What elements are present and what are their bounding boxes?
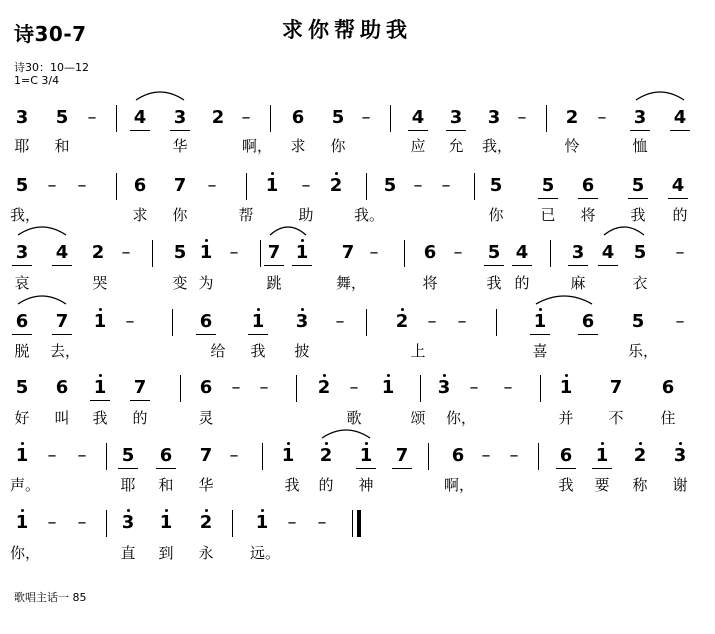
lyric-syllable: 怜	[564, 137, 580, 155]
lyric-syllable: 你，	[10, 544, 41, 562]
lyric-syllable: 不	[608, 409, 624, 427]
lyric-syllable: 神	[358, 476, 374, 494]
slur-arc	[536, 296, 592, 304]
lyric-syllable: 华	[172, 137, 188, 155]
note: 1	[533, 311, 547, 332]
note: 2	[633, 445, 647, 466]
note: 3	[487, 107, 501, 128]
lyric-syllable: 我	[558, 476, 574, 494]
sustain-dash: –	[125, 311, 135, 332]
scripture-reference: 诗30：10—12	[14, 61, 89, 74]
note: 7	[173, 175, 187, 196]
note: 1	[295, 242, 309, 263]
note: 6	[581, 175, 595, 196]
note: 6	[199, 311, 213, 332]
lyric-syllable: 恤	[632, 137, 648, 155]
note: 2	[565, 107, 579, 128]
lyric-syllable: 我	[630, 206, 646, 224]
key-time-signature: 1=C 3/4	[14, 74, 60, 87]
sustain-dash: –	[349, 377, 359, 398]
sustain-dash: –	[457, 311, 467, 332]
note: 1	[93, 377, 107, 398]
sustain-dash: –	[427, 311, 437, 332]
note: 6	[661, 377, 675, 398]
sustain-dash: –	[287, 512, 297, 533]
lyric-syllable: 我	[250, 342, 266, 360]
note: 5	[383, 175, 397, 196]
lyric-syllable: 华	[198, 476, 214, 494]
note: 2	[329, 175, 343, 196]
lyric-syllable: 求	[290, 137, 306, 155]
note: 6	[133, 175, 147, 196]
slur-arc	[604, 227, 644, 235]
sustain-dash: –	[413, 175, 423, 196]
lyric-syllable: 和	[158, 476, 174, 494]
lyric-syllable: 上	[410, 342, 426, 360]
sustain-dash: –	[335, 311, 345, 332]
note: 5	[633, 242, 647, 263]
note: 7	[55, 311, 69, 332]
sustain-dash: –	[369, 242, 379, 263]
lyric-syllable: 允	[448, 137, 464, 155]
note: 5	[15, 377, 29, 398]
lyric-syllable: 脱	[14, 342, 30, 360]
lyric-syllable: 哀	[14, 274, 30, 292]
footer-source: 歌唱主话一 85	[14, 591, 87, 604]
sustain-dash: –	[675, 242, 685, 263]
sustain-dash: –	[675, 311, 685, 332]
note: 4	[133, 107, 147, 128]
sustain-dash: –	[301, 175, 311, 196]
note: 2	[395, 311, 409, 332]
note: 7	[395, 445, 409, 466]
note: 3	[633, 107, 647, 128]
sustain-dash: –	[231, 377, 241, 398]
slur-arc	[270, 227, 306, 235]
note: 5	[631, 311, 645, 332]
sustain-dash: –	[121, 242, 131, 263]
lyric-syllable: 的	[672, 206, 688, 224]
lyric-syllable: 我	[284, 476, 300, 494]
lyric-syllable: 歌	[346, 409, 362, 427]
lyric-syllable: 舞，	[336, 274, 367, 292]
note: 6	[15, 311, 29, 332]
sustain-dash: –	[469, 377, 479, 398]
note: 2	[91, 242, 105, 263]
lyric-syllable: 好	[14, 409, 30, 427]
note: 3	[449, 107, 463, 128]
note: 1	[359, 445, 373, 466]
note: 7	[133, 377, 147, 398]
sustain-dash: –	[317, 512, 327, 533]
sustain-dash: –	[87, 107, 97, 128]
slur-arc	[18, 296, 66, 304]
lyric-syllable: 你，	[446, 409, 477, 427]
note: 6	[291, 107, 305, 128]
lyric-syllable: 跳	[266, 274, 282, 292]
note: 6	[199, 377, 213, 398]
lyric-syllable: 我。	[354, 206, 385, 224]
sustain-dash: –	[517, 107, 527, 128]
sustain-dash: –	[77, 175, 87, 196]
note: 1	[199, 242, 213, 263]
song-title: 求你帮助我	[282, 18, 412, 42]
note: 3	[437, 377, 451, 398]
note: 6	[423, 242, 437, 263]
lyric-syllable: 耶	[14, 137, 30, 155]
note: 5	[489, 175, 503, 196]
note: 4	[601, 242, 615, 263]
note: 4	[515, 242, 529, 263]
lyric-syllable: 啊，	[242, 137, 273, 155]
lyric-syllable: 声。	[10, 476, 41, 494]
sustain-dash: –	[207, 175, 217, 196]
note: 3	[673, 445, 687, 466]
note: 2	[319, 445, 333, 466]
note: 3	[295, 311, 309, 332]
note: 5	[15, 175, 29, 196]
note: 5	[121, 445, 135, 466]
note: 1	[251, 311, 265, 332]
note: 4	[411, 107, 425, 128]
sustain-dash: –	[229, 242, 239, 263]
lyric-syllable: 求	[132, 206, 148, 224]
note: 3	[121, 512, 135, 533]
lyric-syllable: 灵	[198, 409, 214, 427]
lyric-syllable: 披	[294, 342, 310, 360]
lyric-syllable: 住	[660, 409, 676, 427]
note: 5	[173, 242, 187, 263]
sustain-dash: –	[509, 445, 519, 466]
lyric-syllable: 你	[488, 206, 504, 224]
note: 7	[341, 242, 355, 263]
sustain-dash: –	[47, 175, 57, 196]
note: 1	[281, 445, 295, 466]
lyric-syllable: 将	[580, 206, 596, 224]
lyric-syllable: 喜	[532, 342, 548, 360]
lyric-syllable: 你	[330, 137, 346, 155]
note: 2	[317, 377, 331, 398]
note: 7	[199, 445, 213, 466]
note: 3	[571, 242, 585, 263]
sustain-dash: –	[77, 512, 87, 533]
note: 3	[15, 242, 29, 263]
lyric-syllable: 到	[158, 544, 174, 562]
lyric-syllable: 你	[172, 206, 188, 224]
note: 3	[15, 107, 29, 128]
note: 7	[267, 242, 281, 263]
note: 1	[381, 377, 395, 398]
lyric-syllable: 帮	[238, 206, 254, 224]
note: 4	[671, 175, 685, 196]
lyric-syllable: 麻	[570, 274, 586, 292]
lyric-syllable: 为	[198, 274, 214, 292]
sustain-dash: –	[597, 107, 607, 128]
song-code: 诗30-7	[14, 22, 87, 46]
sustain-dash: –	[361, 107, 371, 128]
note: 5	[331, 107, 345, 128]
lyric-syllable: 我，	[10, 206, 41, 224]
note: 6	[559, 445, 573, 466]
lyric-syllable: 哭	[92, 274, 108, 292]
note: 1	[559, 377, 573, 398]
sustain-dash: –	[259, 377, 269, 398]
lyric-syllable: 并	[558, 409, 574, 427]
slur-arc	[322, 430, 370, 438]
lyric-syllable: 耶	[120, 476, 136, 494]
lyric-syllable: 衣	[632, 274, 648, 292]
note: 1	[265, 175, 279, 196]
lyric-syllable: 给	[210, 342, 226, 360]
lyric-syllable: 我，	[482, 137, 513, 155]
sustain-dash: –	[241, 107, 251, 128]
lyric-syllable: 要	[594, 476, 610, 494]
sustain-dash: –	[481, 445, 491, 466]
lyric-syllable: 已	[540, 206, 556, 224]
lyric-syllable: 永	[198, 544, 214, 562]
slur-arc	[18, 227, 66, 235]
lyric-syllable: 变	[172, 274, 188, 292]
note: 6	[159, 445, 173, 466]
lyric-syllable: 乐，	[628, 342, 659, 360]
note: 1	[159, 512, 173, 533]
lyric-syllable: 的	[132, 409, 148, 427]
note: 5	[631, 175, 645, 196]
lyric-syllable: 远。	[250, 544, 281, 562]
sustain-dash: –	[229, 445, 239, 466]
lyric-syllable: 直	[120, 544, 136, 562]
sustain-dash: –	[47, 512, 57, 533]
lyric-syllable: 的	[318, 476, 334, 494]
lyric-syllable: 颂	[410, 409, 426, 427]
lyric-syllable: 应	[410, 137, 426, 155]
lyric-syllable: 助	[298, 206, 314, 224]
note: 2	[211, 107, 225, 128]
note: 4	[673, 107, 687, 128]
note: 3	[173, 107, 187, 128]
lyric-syllable: 啊，	[444, 476, 475, 494]
note: 5	[541, 175, 555, 196]
sustain-dash: –	[503, 377, 513, 398]
note: 6	[55, 377, 69, 398]
slur-arc	[136, 92, 184, 100]
note: 6	[451, 445, 465, 466]
lyric-syllable: 将	[422, 274, 438, 292]
note: 5	[487, 242, 501, 263]
note: 1	[15, 445, 29, 466]
lyric-syllable: 我	[92, 409, 108, 427]
lyric-syllable: 谢	[672, 476, 688, 494]
lyric-syllable: 称	[632, 476, 648, 494]
note: 6	[581, 311, 595, 332]
note: 7	[609, 377, 623, 398]
sustain-dash: –	[441, 175, 451, 196]
lyric-syllable: 去，	[50, 342, 81, 360]
note: 2	[199, 512, 213, 533]
note: 1	[93, 311, 107, 332]
note: 4	[55, 242, 69, 263]
sustain-dash: –	[453, 242, 463, 263]
note: 1	[15, 512, 29, 533]
note: 5	[55, 107, 69, 128]
lyric-syllable: 叫	[54, 409, 70, 427]
lyric-syllable: 的	[514, 274, 530, 292]
sustain-dash: –	[77, 445, 87, 466]
sustain-dash: –	[47, 445, 57, 466]
lyric-syllable: 我	[486, 274, 502, 292]
slur-arc	[636, 92, 684, 100]
note: 1	[595, 445, 609, 466]
lyric-syllable: 和	[54, 137, 70, 155]
note: 1	[255, 512, 269, 533]
